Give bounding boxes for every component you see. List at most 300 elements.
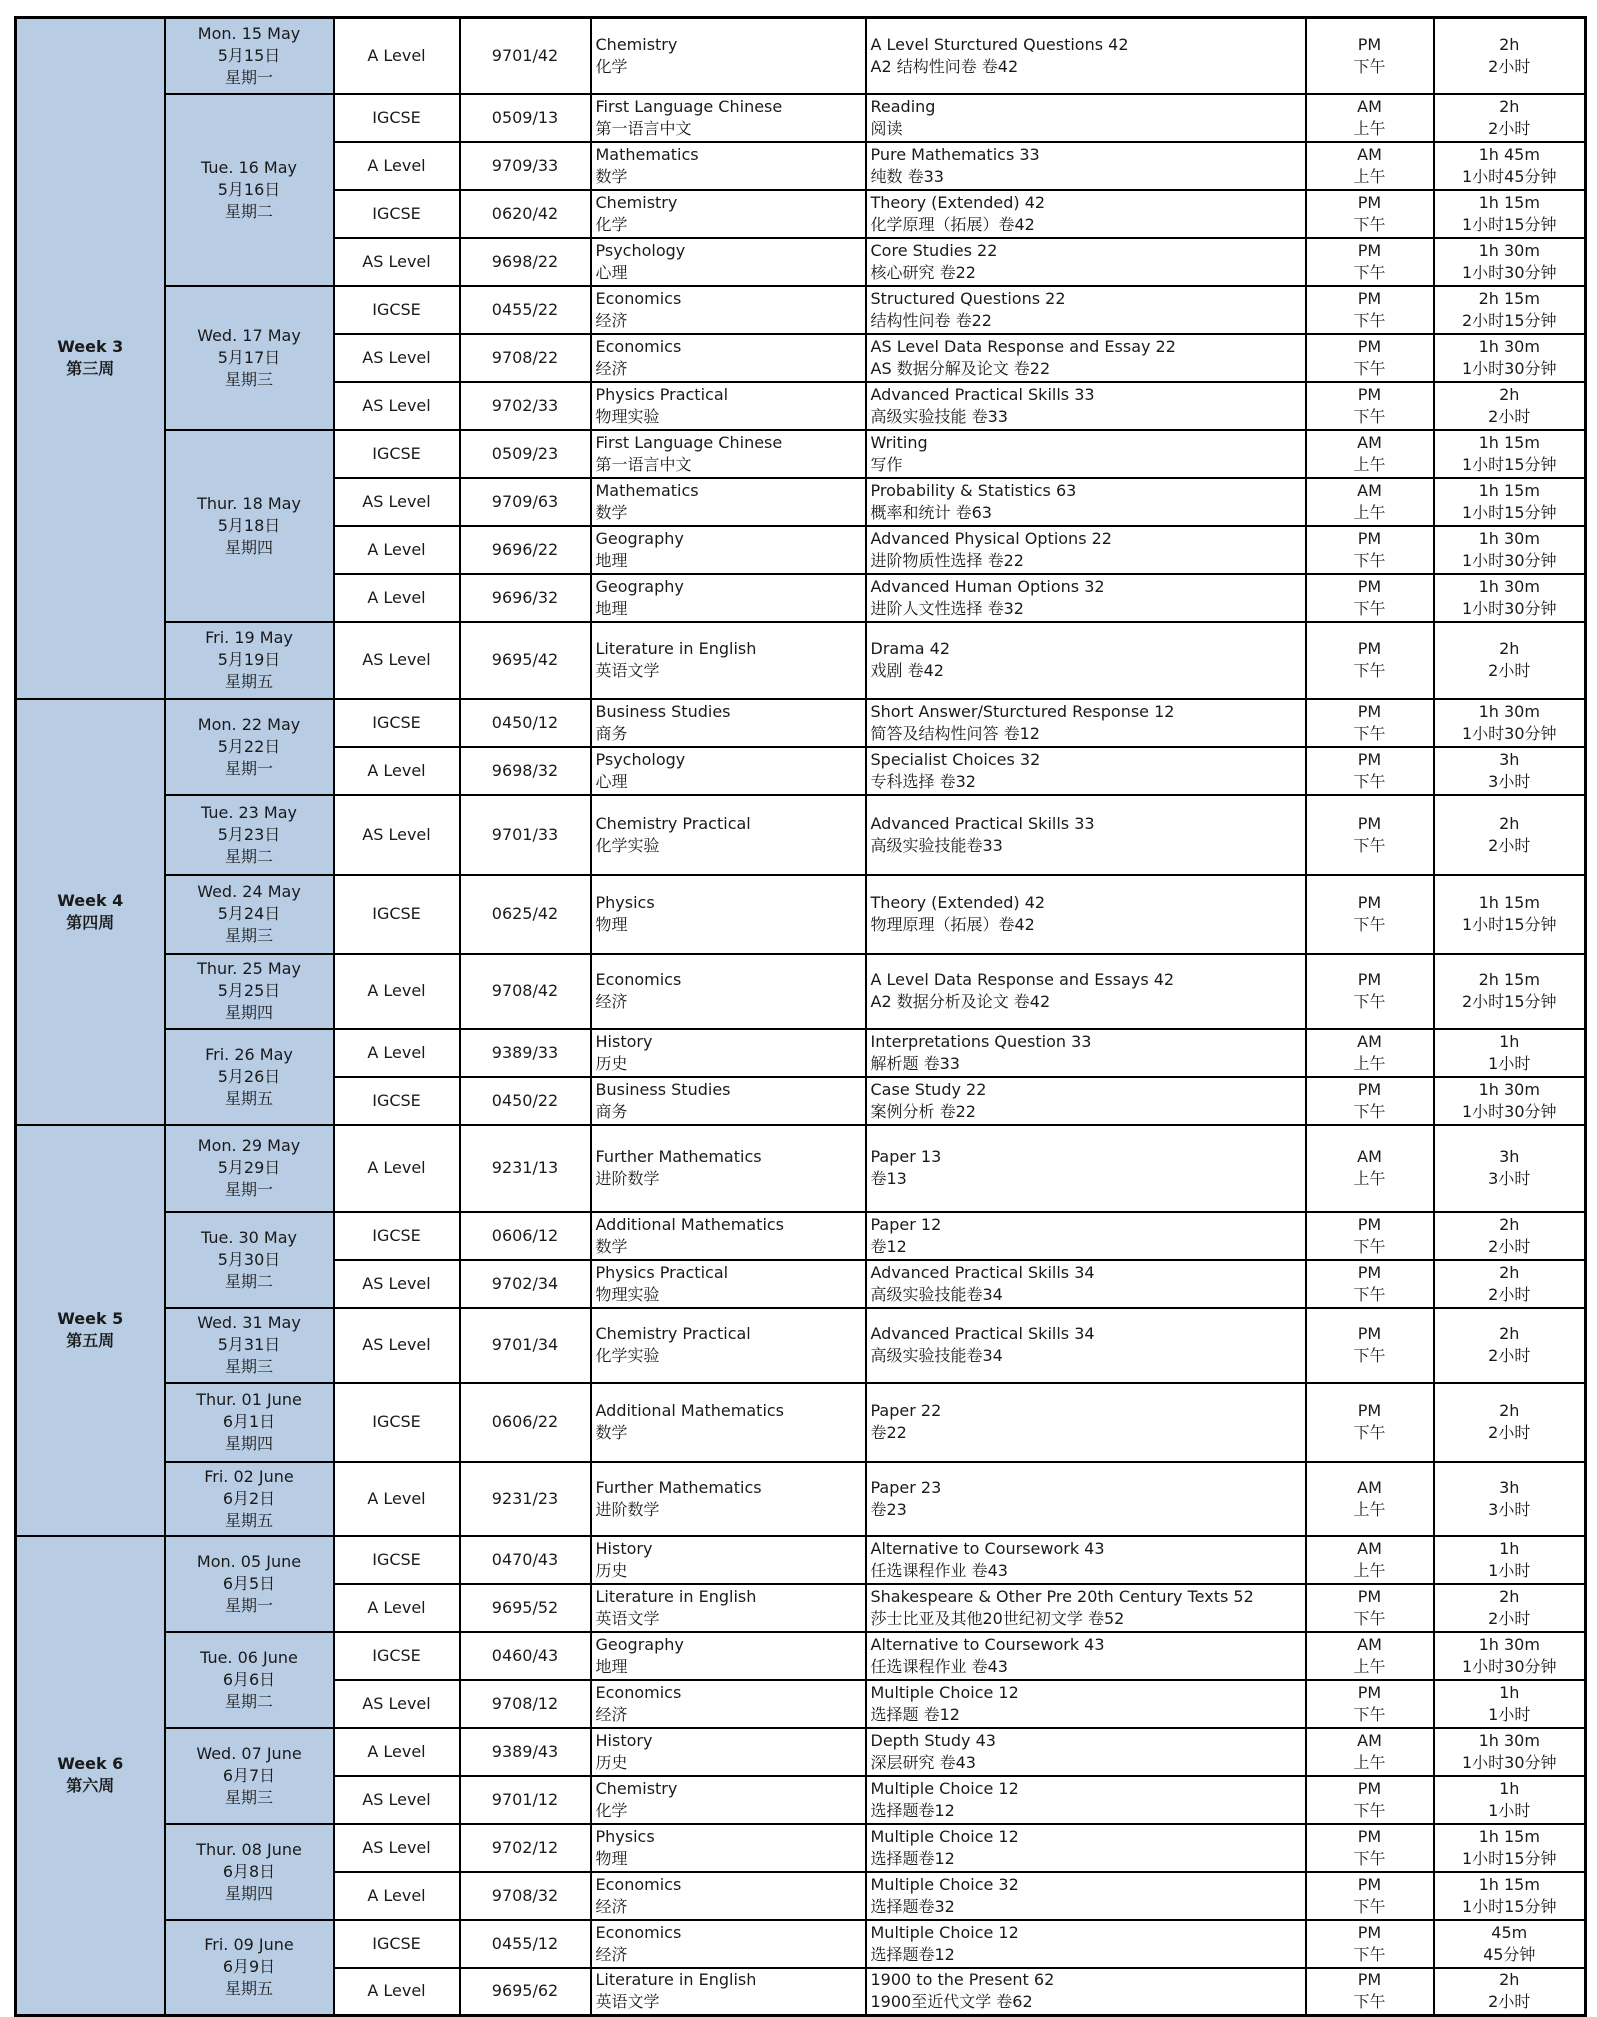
paper-en: Alternative to Coursework 43 [870, 1538, 1105, 1558]
table-row [16, 622, 1586, 699]
qualification-level [334, 1212, 460, 1260]
duration-cn: 1小时30分钟 [1461, 1101, 1557, 1121]
date-cn: 5月25日 [217, 981, 281, 1000]
duration-cell [1434, 1824, 1586, 1872]
paper-en: Depth Study 43 [870, 1730, 996, 1750]
duration-en: 1h 30m [1478, 336, 1540, 356]
weekday-cn: 星期三 [224, 1357, 273, 1376]
weekday-cn: 星期四 [224, 1883, 273, 1903]
duration-cn: 2小时 [1488, 56, 1531, 76]
level-text: AS Level [362, 491, 431, 511]
subject-en: Physics [595, 893, 655, 912]
code-text: 9702/34 [491, 1273, 559, 1293]
duration-en: 2h [1499, 1262, 1520, 1282]
subject-cn: 进阶数学 [595, 1169, 660, 1188]
subject-en: Economics [595, 1874, 682, 1894]
session-cn: 下午 [1353, 310, 1386, 330]
duration-cell [1434, 954, 1586, 1029]
duration-cell [1434, 1728, 1586, 1776]
duration-cell [1434, 622, 1586, 699]
duration-en: 2h [1499, 384, 1520, 404]
duration-cn: 1小时30分钟 [1461, 358, 1557, 378]
syllabus-code [460, 1872, 591, 1920]
syllabus-code [460, 286, 591, 334]
paper-cell [866, 1125, 1306, 1212]
subject-cell [591, 238, 866, 286]
date-cn: 5月31日 [217, 1335, 281, 1354]
session-cell [1306, 1260, 1434, 1308]
subject-cn: 经济 [595, 358, 628, 378]
syllabus-code [460, 1824, 591, 1872]
subject-cell [591, 574, 866, 622]
weekday-cn: 星期二 [224, 1271, 273, 1291]
session-en: PM [1357, 1682, 1382, 1702]
subject-cn: 地理 [595, 598, 628, 618]
code-text: 9698/22 [491, 251, 559, 271]
table-row [16, 1308, 1586, 1383]
code-text: 0460/43 [491, 1645, 559, 1665]
duration-en: 1h 30m [1478, 528, 1540, 548]
duration-cn: 1小时15分钟 [1461, 1848, 1557, 1868]
code-text: 9231/13 [491, 1158, 559, 1177]
session-cn: 下午 [1353, 915, 1386, 934]
syllabus-code [460, 1260, 591, 1308]
subject-cn: 历史 [595, 1752, 628, 1772]
paper-cell [866, 382, 1306, 430]
paper-cell [866, 94, 1306, 142]
duration-cell [1434, 334, 1586, 382]
level-text: AS Level [362, 251, 431, 271]
paper-cell [866, 1632, 1306, 1680]
paper-cell [866, 795, 1306, 875]
subject-cn: 历史 [595, 1560, 628, 1580]
syllabus-code [460, 574, 591, 622]
qualification-level [334, 1632, 460, 1680]
paper-en: Alternative to Coursework 43 [870, 1634, 1105, 1654]
session-cn: 下午 [1353, 1944, 1386, 1964]
level-text: A Level [367, 1885, 426, 1905]
table-row [16, 94, 1586, 142]
subject-cn: 第一语言中文 [595, 454, 692, 474]
code-text: 0509/23 [491, 443, 559, 463]
duration-cn: 1小时15分钟 [1461, 1896, 1557, 1916]
paper-cell [866, 1308, 1306, 1383]
duration-cell [1434, 875, 1586, 954]
duration-cn: 1小时30分钟 [1461, 262, 1557, 282]
duration-cn: 2小时15分钟 [1461, 992, 1557, 1011]
duration-cn: 2小时 [1488, 1423, 1531, 1442]
duration-cn: 1小时15分钟 [1461, 915, 1557, 934]
session-cn: 下午 [1353, 406, 1386, 426]
session-cell [1306, 1077, 1434, 1125]
weekday-cn: 星期三 [224, 926, 273, 945]
qualification-level [334, 795, 460, 875]
session-en: PM [1357, 1922, 1382, 1942]
qualification-level [334, 1077, 460, 1125]
session-cn: 上午 [1353, 1656, 1386, 1676]
paper-cell [866, 1584, 1306, 1632]
date-cn: 5月24日 [217, 904, 281, 923]
subject-cell [591, 334, 866, 382]
subject-cn: 物理 [595, 1848, 628, 1868]
duration-en: 1h 30m [1478, 576, 1540, 596]
paper-cn: 选择题卷12 [870, 1800, 955, 1820]
session-cn: 下午 [1353, 1800, 1386, 1820]
qualification-level [334, 430, 460, 478]
subject-en: Geography [595, 576, 684, 596]
subject-cn: 第一语言中文 [595, 118, 692, 138]
duration-cn: 1小时 [1488, 1704, 1531, 1724]
session-cn: 下午 [1353, 1896, 1386, 1916]
level-text: A Level [367, 155, 426, 175]
session-cell [1306, 1680, 1434, 1728]
session-en: PM [1357, 192, 1382, 212]
paper-cell [866, 954, 1306, 1029]
duration-en: 1h 45m [1478, 144, 1540, 164]
session-cell [1306, 18, 1434, 94]
paper-cell [866, 142, 1306, 190]
session-cn: 下午 [1353, 550, 1386, 570]
qualification-level [334, 1920, 460, 1968]
duration-cell [1434, 238, 1586, 286]
subject-cell [591, 1920, 866, 1968]
qualification-level [334, 1029, 460, 1077]
subject-en: First Language Chinese [595, 96, 783, 116]
duration-cell [1434, 1968, 1586, 2016]
syllabus-code [460, 875, 591, 954]
code-text: 9702/33 [491, 395, 559, 415]
duration-cell [1434, 526, 1586, 574]
syllabus-code [460, 1308, 591, 1383]
duration-cn: 2小时 [1488, 1608, 1531, 1628]
session-cn: 下午 [1353, 1101, 1386, 1121]
duration-cn: 2小时 [1488, 1284, 1531, 1304]
duration-cell [1434, 1776, 1586, 1824]
paper-en: A Level Sturctured Questions 42 [870, 34, 1129, 54]
session-en: PM [1357, 701, 1382, 721]
session-cn: 上午 [1353, 502, 1386, 522]
date-cn: 6月1日 [222, 1412, 276, 1431]
subject-en: Economics [595, 1682, 682, 1702]
syllabus-code [460, 1920, 591, 1968]
weekday-cn: 星期五 [224, 672, 273, 691]
paper-en: Structured Questions 22 [870, 288, 1066, 308]
qualification-level [334, 1308, 460, 1383]
session-cell [1306, 526, 1434, 574]
date-cn: 6月2日 [222, 1488, 276, 1508]
session-cell [1306, 1584, 1434, 1632]
session-cell [1306, 1308, 1434, 1383]
level-text: A Level [367, 587, 426, 607]
code-text: 9708/22 [491, 347, 559, 367]
level-text: IGCSE [372, 1933, 421, 1953]
weekday-cn: 星期二 [224, 1691, 273, 1711]
session-cell [1306, 574, 1434, 622]
code-text: 9709/33 [491, 155, 559, 175]
subject-cell [591, 1383, 866, 1462]
syllabus-code [460, 954, 591, 1029]
paper-cn: A2 结构性问卷 卷42 [870, 56, 1019, 76]
code-text: 9389/43 [491, 1741, 559, 1761]
qualification-level [334, 1872, 460, 1920]
table-row [16, 286, 1586, 334]
date-en: Tue. 06 June [200, 1647, 298, 1667]
subject-en: History [595, 1730, 653, 1750]
session-en: PM [1357, 1826, 1382, 1846]
duration-en: 3h [1499, 749, 1520, 769]
subject-cn: 数学 [595, 1236, 628, 1256]
session-cell [1306, 1872, 1434, 1920]
code-text: 9708/42 [491, 981, 559, 1000]
session-cell [1306, 190, 1434, 238]
subject-cn: 英语文学 [595, 1992, 660, 2012]
code-text: 9696/22 [491, 539, 559, 559]
week-label-cn: 第六周 [66, 1776, 115, 1796]
date-en: Tue. 30 May [200, 1227, 298, 1247]
session-en: PM [1357, 384, 1382, 404]
weekday-cn: 星期五 [224, 1088, 273, 1108]
session-cn: 下午 [1353, 992, 1386, 1011]
subject-en: Chemistry Practical [595, 813, 751, 833]
level-text: A Level [367, 1158, 426, 1177]
paper-cell [866, 1077, 1306, 1125]
duration-en: 1h 15m [1478, 480, 1540, 500]
date-en: Fri. 02 June [204, 1466, 294, 1486]
date-cn: 5月29日 [217, 1158, 281, 1177]
week-label-cell [16, 1125, 165, 1536]
exam-date-cell [165, 699, 334, 795]
subject-en: First Language Chinese [595, 432, 783, 452]
subject-cn: 地理 [595, 550, 628, 570]
qualification-level [334, 18, 460, 94]
date-en: Mon. 29 May [197, 1136, 301, 1155]
duration-en: 45m [1491, 1922, 1528, 1942]
duration-cell [1434, 94, 1586, 142]
level-text: IGCSE [372, 107, 421, 127]
subject-en: Psychology [595, 240, 686, 260]
syllabus-code [460, 430, 591, 478]
paper-cell [866, 699, 1306, 747]
paper-cell [866, 747, 1306, 795]
weekday-cn: 星期三 [224, 1787, 273, 1807]
paper-cell [866, 1824, 1306, 1872]
subject-cn: 进阶数学 [595, 1499, 660, 1519]
session-cn: 上午 [1353, 166, 1386, 186]
level-text: IGCSE [372, 1090, 421, 1110]
paper-en: Short Answer/Sturctured Response 12 [870, 701, 1175, 721]
code-text: 0625/42 [491, 904, 559, 923]
session-en: AM [1357, 1031, 1382, 1051]
duration-en: 2h [1499, 1401, 1520, 1420]
exam-date-cell [165, 94, 334, 286]
exam-date-cell [165, 1632, 334, 1728]
duration-cn: 2小时 [1488, 406, 1531, 426]
session-cell [1306, 94, 1434, 142]
level-text: A Level [367, 45, 426, 65]
paper-cell [866, 875, 1306, 954]
subject-cn: 历史 [595, 1053, 628, 1073]
duration-en: 1h 15m [1478, 1874, 1540, 1894]
duration-en: 2h [1499, 1970, 1520, 1990]
exam-date-cell [165, 18, 334, 94]
subject-en: Physics [595, 1826, 655, 1846]
paper-en: Multiple Choice 32 [870, 1874, 1019, 1894]
paper-cell [866, 478, 1306, 526]
subject-cn: 化学 [595, 214, 628, 234]
syllabus-code [460, 747, 591, 795]
date-cn: 6月9日 [222, 1957, 276, 1977]
duration-en: 1h 15m [1478, 192, 1540, 212]
date-cn: 5月16日 [217, 179, 281, 199]
paper-cell [866, 1728, 1306, 1776]
week-label-cn: 第五周 [66, 1331, 115, 1350]
subject-en: Additional Mathematics [595, 1214, 785, 1234]
paper-cn: 纯数 卷33 [870, 166, 944, 186]
paper-cell [866, 1462, 1306, 1536]
duration-cell [1434, 574, 1586, 622]
duration-en: 2h 15m [1478, 970, 1540, 989]
exam-date-cell [165, 1383, 334, 1462]
qualification-level [334, 1383, 460, 1462]
subject-en: Literature in English [595, 1586, 757, 1606]
paper-cn: 深层研究 卷43 [870, 1752, 976, 1772]
qualification-level [334, 286, 460, 334]
level-text: IGCSE [372, 299, 421, 319]
paper-cell [866, 18, 1306, 94]
session-en: PM [1357, 813, 1382, 833]
duration-cn: 45分钟 [1483, 1944, 1536, 1964]
session-cn: 下午 [1353, 661, 1386, 680]
paper-en: Drama 42 [870, 639, 951, 658]
paper-cn: AS 数据分解及论文 卷22 [870, 358, 1051, 378]
code-text: 9708/32 [491, 1885, 559, 1905]
session-cn: 下午 [1353, 1236, 1386, 1256]
exam-date-cell [165, 795, 334, 875]
code-text: 9695/52 [491, 1597, 559, 1617]
paper-en: A Level Data Response and Essays 42 [870, 970, 1175, 989]
qualification-level [334, 747, 460, 795]
table-row [16, 1728, 1586, 1776]
duration-cn: 2小时 [1488, 1992, 1531, 2012]
paper-cn: 高级实验技能卷34 [870, 1346, 1003, 1365]
session-cn: 下午 [1353, 214, 1386, 234]
duration-cell [1434, 1260, 1586, 1308]
subject-cell [591, 1632, 866, 1680]
level-text: AS Level [362, 1789, 431, 1809]
date-en: Fri. 19 May [205, 628, 293, 647]
session-en: PM [1357, 1970, 1382, 1990]
subject-en: Psychology [595, 749, 686, 769]
syllabus-code [460, 1584, 591, 1632]
syllabus-code [460, 238, 591, 286]
syllabus-code [460, 1029, 591, 1077]
weekday-cn: 星期四 [224, 1003, 273, 1022]
weekday-cn: 星期一 [224, 67, 273, 87]
paper-en: Theory (Extended) 42 [870, 893, 1046, 912]
qualification-level [334, 1462, 460, 1536]
paper-cell [866, 1383, 1306, 1462]
session-en: AM [1357, 1538, 1382, 1558]
subject-en: History [595, 1031, 653, 1051]
code-text: 0606/12 [491, 1225, 559, 1245]
weekday-cn: 星期四 [224, 1434, 273, 1453]
duration-cn: 1小时 [1488, 1053, 1531, 1073]
exam-date-cell [165, 1212, 334, 1308]
paper-en: Advanced Physical Options 22 [870, 528, 1112, 548]
duration-en: 1h 30m [1478, 701, 1540, 721]
session-cn: 下午 [1353, 1346, 1386, 1365]
duration-cell [1434, 430, 1586, 478]
paper-cn: 核心研究 卷22 [870, 262, 976, 282]
subject-en: Economics [595, 970, 682, 989]
table-row [16, 430, 1586, 478]
session-cn: 上午 [1353, 1053, 1386, 1073]
paper-cn: 概率和统计 卷63 [870, 502, 992, 522]
date-en: Thur. 08 June [196, 1839, 302, 1859]
subject-cell [591, 699, 866, 747]
level-text: A Level [367, 1042, 426, 1062]
session-en: AM [1357, 1634, 1382, 1654]
paper-cn: 专科选择 卷32 [870, 771, 976, 791]
session-en: PM [1357, 639, 1382, 658]
paper-cn: 选择题卷12 [870, 1848, 955, 1868]
syllabus-code [460, 94, 591, 142]
session-en: PM [1357, 288, 1382, 308]
exam-date-cell [165, 1029, 334, 1125]
session-en: PM [1357, 1778, 1382, 1798]
weekday-cn: 星期一 [224, 1595, 273, 1615]
qualification-level [334, 574, 460, 622]
paper-en: Multiple Choice 12 [870, 1778, 1019, 1798]
paper-cn: 进阶物质性选择 卷22 [870, 550, 1024, 570]
syllabus-code [460, 1680, 591, 1728]
paper-cn: 莎士比亚及其他20世纪初文学 卷52 [870, 1608, 1125, 1628]
subject-cell [591, 1125, 866, 1212]
paper-cn: 卷23 [870, 1499, 907, 1519]
syllabus-code [460, 18, 591, 94]
paper-en: Pure Mathematics 33 [870, 144, 1040, 164]
level-text: AS Level [362, 1273, 431, 1293]
paper-en: Advanced Practical Skills 33 [870, 384, 1095, 404]
session-cn: 下午 [1353, 1423, 1386, 1442]
code-text: 9696/32 [491, 587, 559, 607]
syllabus-code [460, 1462, 591, 1536]
paper-cell [866, 574, 1306, 622]
duration-cell [1434, 478, 1586, 526]
weekday-cn: 星期一 [224, 758, 273, 778]
subject-cn: 经济 [595, 1896, 628, 1916]
qualification-level [334, 1584, 460, 1632]
paper-cell [866, 1536, 1306, 1584]
date-en: Mon. 15 May [197, 23, 301, 43]
table-row [16, 875, 1586, 954]
session-cn: 下午 [1353, 358, 1386, 378]
subject-en: History [595, 1538, 653, 1558]
paper-en: Interpretations Question 33 [870, 1031, 1092, 1051]
exam-schedule-table [14, 16, 1587, 2017]
paper-en: Reading [870, 96, 936, 116]
subject-cn: 数学 [595, 166, 628, 186]
subject-cell [591, 94, 866, 142]
duration-cell [1434, 1632, 1586, 1680]
subject-cell [591, 478, 866, 526]
duration-cell [1434, 382, 1586, 430]
duration-cell [1434, 1125, 1586, 1212]
session-cn: 下午 [1353, 1284, 1386, 1304]
subject-cn: 经济 [595, 1704, 628, 1724]
duration-en: 1h [1499, 1031, 1520, 1051]
paper-en: Theory (Extended) 42 [870, 192, 1046, 212]
